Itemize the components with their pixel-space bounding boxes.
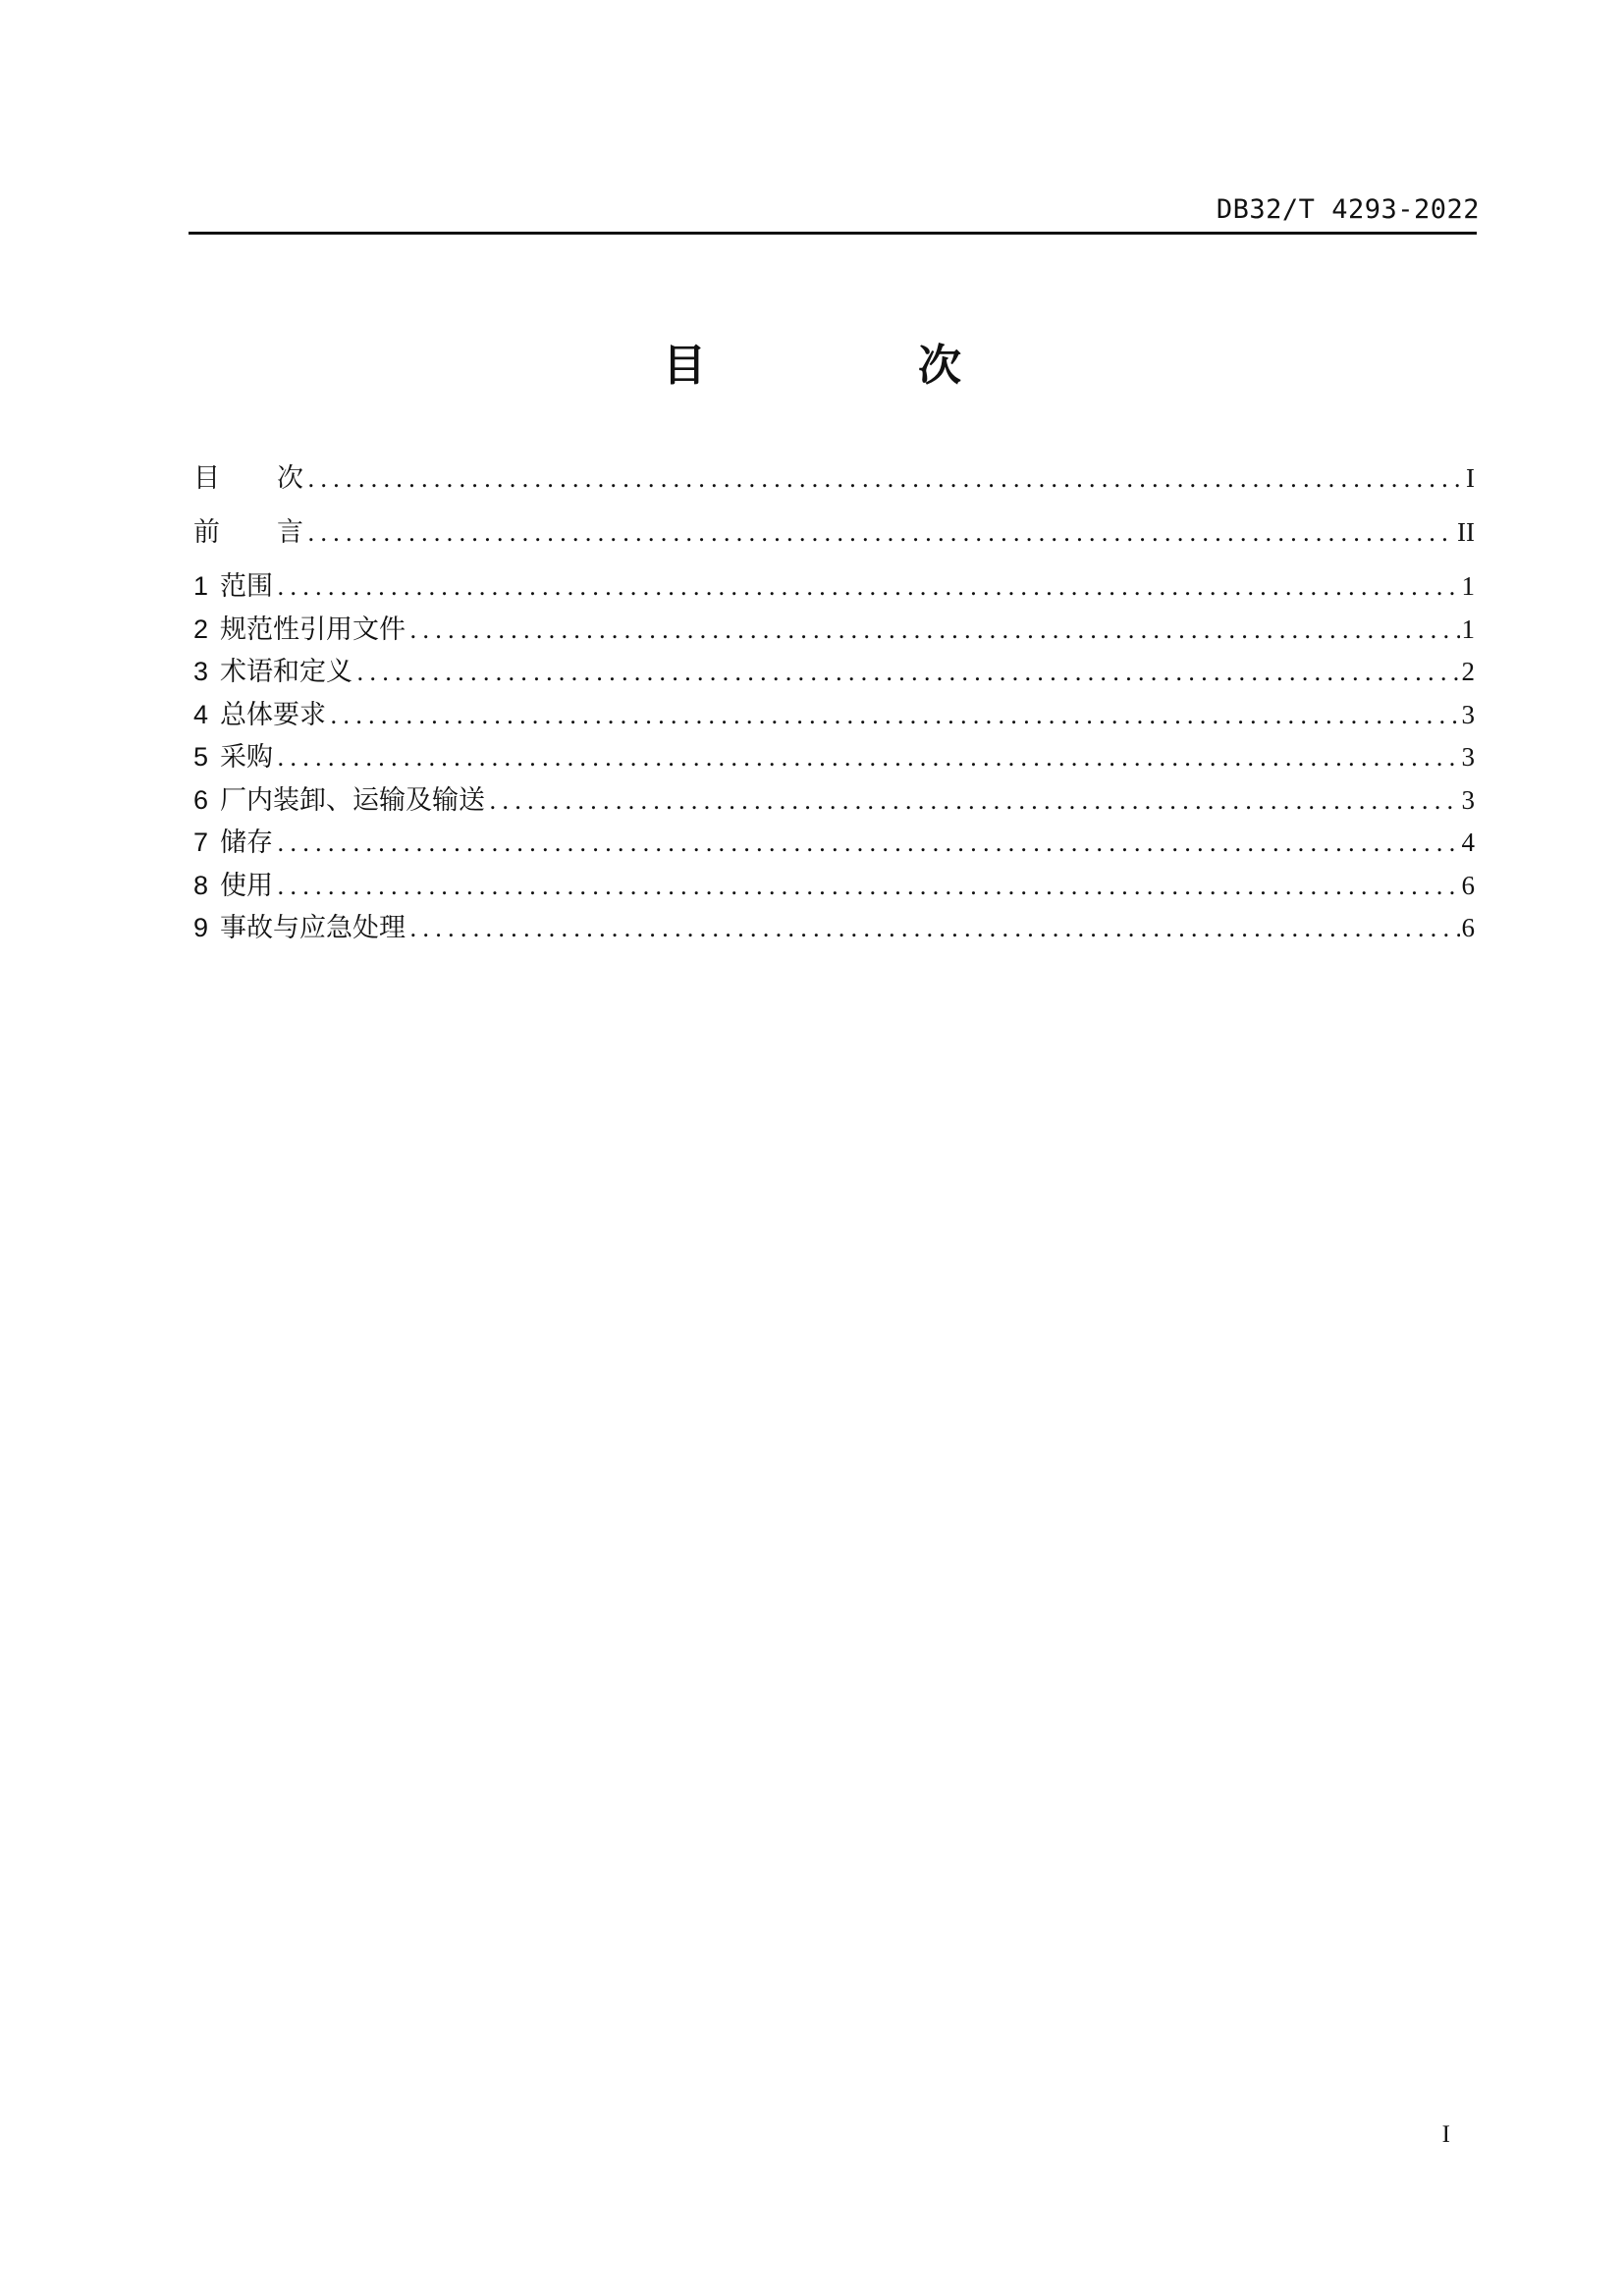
toc-entry-page: 1 — [1461, 614, 1475, 644]
toc-entry-label: 目次 — [193, 463, 303, 494]
toc-entry-label: 2 规范性引用文件 — [193, 614, 406, 645]
toc-entry-number: 1 — [193, 571, 209, 601]
footer-page-number: I — [1441, 2121, 1450, 2148]
toc-entry-contents[interactable] — [193, 456, 1475, 510]
toc-entry-page: I — [1466, 463, 1475, 493]
toc-entry-page: 1 — [1461, 571, 1475, 601]
toc-entry-number: 6 — [193, 784, 209, 815]
toc-entry-6[interactable] — [193, 778, 1475, 822]
toc-entry-page: 2 — [1461, 657, 1475, 686]
toc-entry-label: 7 储存 — [193, 828, 274, 858]
toc-leader-dots — [273, 829, 1459, 857]
toc-leader-dots — [273, 744, 1459, 772]
toc-entry-label: 1 范围 — [193, 571, 274, 602]
toc-entry-9[interactable] — [193, 906, 1475, 949]
toc-entry-page: 6 — [1461, 870, 1475, 900]
toc-entry-number: 7 — [193, 828, 209, 857]
toc-entry-label: 6 厂内装卸、运输及输送 — [193, 784, 486, 816]
toc-entry-number: 5 — [193, 742, 209, 772]
toc-entry-number: 2 — [193, 614, 209, 644]
toc-leader-dots — [326, 702, 1459, 729]
toc-entry-5[interactable] — [193, 735, 1475, 778]
toc-entry-number: 9 — [193, 913, 209, 942]
toc-entry-number: 8 — [193, 870, 209, 900]
toc-entry-page: 3 — [1461, 784, 1475, 815]
toc-leader-dots — [352, 659, 1459, 686]
toc-leader-dots — [303, 465, 1464, 493]
table-of-contents — [193, 456, 1475, 949]
toc-entry-number: 3 — [193, 657, 209, 686]
toc-entry-label: 8 使用 — [193, 870, 274, 901]
toc-entry-number: 4 — [193, 699, 209, 729]
toc-entry-2[interactable] — [193, 608, 1475, 651]
toc-entry-8[interactable] — [193, 864, 1475, 907]
standard-code: DB32/T 4293-2022 — [1216, 194, 1480, 225]
toc-leader-dots — [273, 873, 1459, 900]
toc-leader-dots — [406, 915, 1459, 942]
toc-entry-1[interactable] — [193, 564, 1475, 608]
page-title: 目 次 — [663, 341, 1046, 391]
toc-entry-page: 3 — [1461, 742, 1475, 772]
toc-entry-label: 前言 — [193, 517, 303, 548]
toc-entry-4[interactable] — [193, 693, 1475, 736]
toc-entry-page: 3 — [1461, 699, 1475, 729]
toc-entry-page: 4 — [1461, 828, 1475, 857]
toc-entry-foreword[interactable] — [193, 510, 1475, 564]
toc-entry-7[interactable] — [193, 821, 1475, 864]
toc-entry-page: II — [1457, 517, 1475, 547]
toc-entry-3[interactable] — [193, 650, 1475, 693]
header-rule — [189, 232, 1477, 235]
toc-leader-dots — [303, 519, 1455, 547]
toc-leader-dots — [273, 573, 1459, 601]
toc-leader-dots — [406, 616, 1459, 644]
toc-entry-label: 5 采购 — [193, 742, 274, 773]
toc-leader-dots — [485, 787, 1459, 815]
toc-entry-label: 3 术语和定义 — [193, 657, 353, 687]
toc-entry-page: 6 — [1461, 913, 1475, 942]
toc-entry-label: 9 事故与应急处理 — [193, 913, 406, 943]
toc-entry-label: 4 总体要求 — [193, 699, 327, 730]
